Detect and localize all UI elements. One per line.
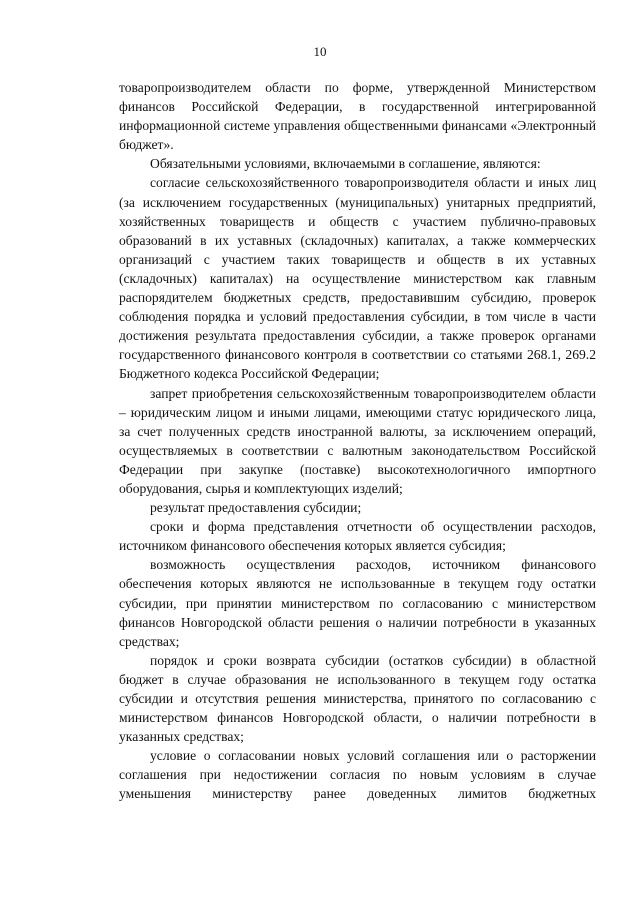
paragraph-consent: согласие сельскохозяйственного товаропроизводителя области и иных лиц (за исключением государственных (муниципальных) унитарных предприятий, хозяйственных товариществ и обществ с участием публично-правовых образований в их уставных (складочных) капиталах, а также коммерческих организаций с участием таких товариществ и обществ в их уставных (складочных) капиталах) на осуществление министерством как главным распорядителем бюджетных средств, предоставившим субсидию, проверок соблюдения порядка и условий предоставления субсидии, в том числе в части достижения результата предоставления субсидии, а также проверок органами государственного финансового контроля в соответствии со статьями 268.1, 269.2 Бюджетного кодекса Российской Федерации;	[119, 175, 596, 382]
paragraph-reporting: сроки и форма представления отчетности об осуществлении расходов, источником финансового обеспечения которых является субсидия;	[119, 519, 596, 554]
paragraph-return-procedure: порядок и сроки возврата субсидии (остатков субсидии) в областной бюджет в случае образования не использованного в текущем году остатка субсидии и отсутствия решения министерства, принятого по согласованию с министерством финансов Новгородской области, о наличии потребности в указанных средствах;	[119, 652, 596, 745]
paragraph-conditions-intro: Обязательными условиями, включаемыми в соглашение, являются:	[150, 156, 541, 172]
page-number: 10	[313, 44, 327, 59]
paragraph-expense-possibility: возможность осуществления расходов, источником финансового обеспечения которых являются не использованные в текущем году остатки субсидии, при принятии министерством по согласованию с министерством финансов Новгородской области решения о наличии потребности в указанных средствах;	[119, 557, 596, 649]
document-body	[119, 78, 596, 804]
paragraph-agreement-change: условие о согласовании новых условий соглашения или о расторжении соглашения при недостижении согласия по новым условиям в случае уменьшения министерству ранее доведенных лимитов бюджетных	[119, 748, 596, 802]
paragraph-result: результат предоставления субсидии;	[150, 500, 362, 516]
paragraph-continuation: товаропроизводителем области по форме, утвержденной Министерством финансов Российской Федерации, в государственной интегрированной информационной системе управления общественными финансами «Электронный бюджет».	[119, 80, 596, 153]
paragraph-currency-ban: запрет приобретения сельскохозяйственным товаропроизводителем области – юридическим лицом и иными лицами, имеющими статус юридического лица, за счет полученных средств иностранной валюты, за исключением операций, осуществляемых в соответствии с валютным законодательством Российской Федерации при закупке (поставке) высокотехнологичного импортного оборудования, сырья и комплектующих изделий;	[119, 385, 596, 496]
